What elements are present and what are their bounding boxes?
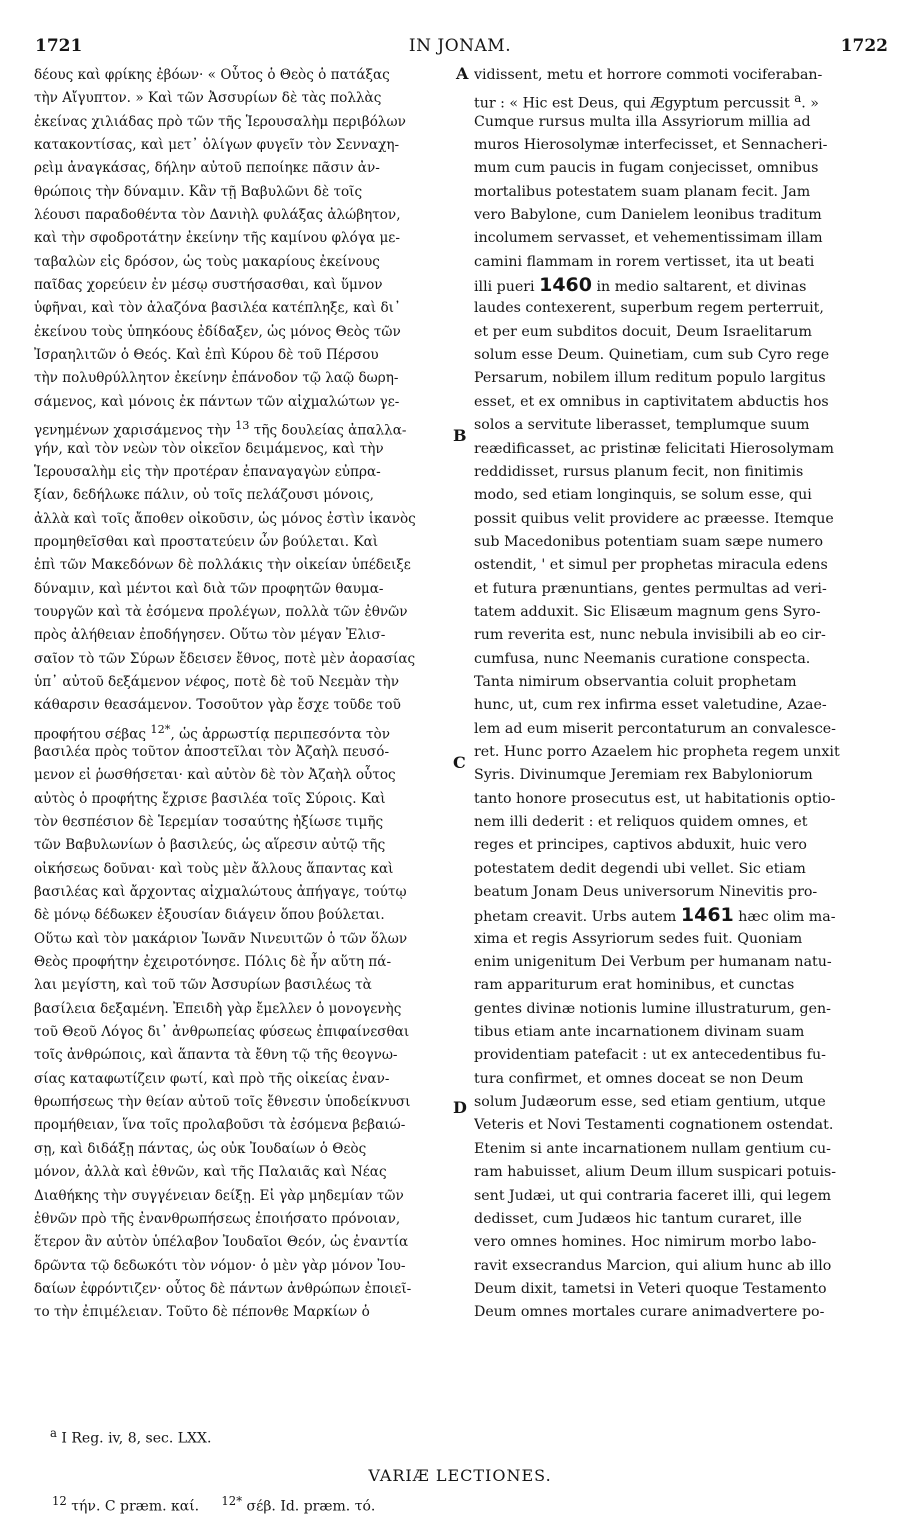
latin-line: lem ad eum miserit percontaturum an convalesce- [474,720,836,737]
greek-line: σῃ, καὶ διδάξῃ πάντας, ὡς οὐκ Ἰουδαίων ὁ Θεὸς [34,1140,367,1157]
greek-line: δρῶντα τῷ δεδωκότι τὸν νόμον· ὁ μὲν γὰρ μόνον Ἰου- [34,1257,406,1274]
greek-line: προφήτου σέβας $^{12*}$, ὡς ἀρρωστίᾳ περιπεσόντα τὸν [34,721,390,741]
latin-line: ram appariturum erat hominibus, et cunctas [474,977,795,994]
latin-line: gentes divinæ notionis lumine illustraturum, gen- [474,1000,831,1017]
greek-line: ταβαλὼν εἰς δρόσον, ὡς τοὺς μακαρίους ἐκείνους [34,253,380,270]
latin-line: tur : « Hic est Deus, qui Ægyptum percussit $^a$. » [474,91,819,111]
margin-marker-a: A [456,64,469,83]
greek-line: βασίλεια δεξαμένη. Ἐπειδὴ γὰρ ἔμελλεν ὁ μονογενὴς [34,1000,402,1017]
greek-line: τὴν πολυθρύλλητον ἐκείνην ἐπάνοδον τῷ λαῷ δωρη- [34,370,399,387]
latin-line: reges et principes, captivos abduxit, huic vero [474,837,807,854]
greek-line: τουργῶν καὶ τὰ ἐσόμενα προλέγων, πολλὰ τῶν ἐθνῶν [34,603,408,620]
latin-line: incolumem servasset, et vehementissimam illam [474,230,823,247]
latin-line: modo, sed etiam longinquis, se solum esse, qui [474,487,812,504]
greek-line: ρεὶμ ἀναγκάσας, δήλην αὐτοῦ πεποίηκε πᾶσιν ἀν- [34,160,380,177]
margin-marker-b: B [453,426,467,445]
right-page-number: 1722 [840,36,888,56]
greek-line: Διαθήκης τὴν συγγένειαν δείξῃ. Εἰ γὰρ μηδεμίαν τῶν [34,1187,404,1204]
greek-line: τὸν θεσπέσιον δὲ Ἱερεμίαν τοσαύτης ἠξίωσε τιμῆς [34,814,384,830]
latin-line: vidissent, metu et horrore commoti vociferaban- [474,67,823,83]
greek-line: ὑπ᾿ αὐτοῦ δεξάμενον νέφος, ποτὲ δὲ τοῦ Νεεμὰν τὴν [34,673,399,690]
greek-line: θρώποις τὴν δύναμιν. Κἂν τῇ Βαβυλῶνι δὲ τοῖς [34,183,363,200]
latin-line: potestatem dedit degendi ubi vellet. Sic etiam [474,860,806,877]
greek-line: παῖδας χορεύειν ἐν μέσῳ συστήσασθαι, καὶ ὕμνον [34,277,383,294]
latin-line: enim unigenitum Dei Verbum per humanam natu- [474,954,832,971]
greek-line: κατακοντίσας, καὶ μετ᾿ ὀλίγων φυγεῖν τὸν Σενναχη- [34,137,400,154]
latin-line: solum esse Deum. Quinetiam, cum sub Cyro rege [474,347,830,364]
greek-line: μόνον, ἀλλὰ καὶ ἐθνῶν, καὶ τῆς Παλαιᾶς καὶ Νέας [34,1164,387,1181]
greek-line: ἀλλὰ καὶ τοῖς ἄποθεν οἰκοῦσιν, ὡς μόνος ἐστὶν ἱκανὸς [34,510,416,527]
greek-line: γήν, καὶ τὸν νεὼν τὸν οἰκεῖον δειμάμενος, καὶ τὴν [34,440,384,457]
latin-line: rum reverita est, nunc nebula invisibili ab eo cir- [474,627,826,644]
latin-line: dedisset, cum Judæos hic tantum curaret, ille [474,1210,802,1227]
latin-line: mum cum paucis in fugam conjecisset, omnibus [474,160,819,177]
greek-line: ἐπὶ τῶν Μακεδόνων δὲ πολλάκις τὴν οἰκείαν ὑπέδειξε [34,557,411,574]
latin-line: cumfusa, nunc Neemanis curatione conspecta. [474,650,811,667]
latin-line: Tanta nimirum observantia coluit prophetam [474,673,797,690]
latin-line: et per eum subditos docuit, Deum Israelitarum [474,323,812,340]
margin-marker-c: C [453,753,466,772]
greek-line: ἐθνῶν πρὸ τῆς ἐνανθρωπήσεως ἐποιήσατο πρόνοιαν, [34,1210,401,1227]
latin-line: ret. Hunc porro Azaelem hic propheta regem unxit [474,743,840,760]
running-title: IN JONAM. [408,36,512,56]
greek-line: δέους καὶ φρίκης ἐβόων· « Οὗτος ὁ Θεὸς ὁ πατάξας [34,67,390,83]
greek-line: κάθαρσιν θεασάμενον. Τοσοῦτον γὰρ ἔσχε τοῦδε τοῦ [34,697,401,714]
greek-line: ὑφῆναι, καὶ τὸν ἀλαζόνα βασιλέα κατέπληξε, καὶ δι᾿ [34,300,401,317]
latin-line: tura confirmet, et omnes doceat se non Deum [474,1070,804,1087]
page-header [0,36,920,60]
greek-line: δύναμιν, καὶ μέντοι καὶ διὰ τῶν προφητῶν θαυμα- [34,580,384,597]
greek-line: γενημένων χαρισάμενος τὴν $^{13}$ τῆς δουλείας ἀπαλλα- [34,418,407,438]
greek-line: προμήθειαν, ἵνα τοῖς προλαβοῦσι τὰ ἐσόμενα βεβαιώ- [34,1117,406,1134]
latin-line: possit quibus velit providere ac præesse. Itemque [474,510,834,527]
latin-line: sent Judæi, ut qui contraria faceret illi, qui legem [474,1187,832,1204]
greek-line: Ἱερουσαλὴμ εἰς τὴν προτέραν ἐπαναγαγὼν εὐπρα- [34,463,381,480]
greek-line: ἐκείνας χιλιάδας πρὸ τῶν τῆς Ἱερουσαλὴμ περιβόλων [34,113,406,130]
greek-line: αὐτὸς ὁ προφήτης ἔχρισε βασιλέα τοῖς Σύροις. Καὶ [34,790,386,807]
greek-line: δαίων ἐφρόντιζεν· οὗτος δὲ πάντων ἀνθρώπων ἐποιεῖ- [34,1280,412,1297]
greek-line: σαῖον τὸ τῶν Σύρων ἔδεισεν ἔθνος, ποτὲ μὲν ἀορασίας [34,650,416,667]
latin-line: hunc, ut, cum rex infirma esset valetudine, Azae- [474,697,827,714]
latin-line: tanto honore prosecutus est, ut habitationis optio- [474,790,836,807]
greek-line: Θεὸς προφήτην ἐχειροτόνησε. Πόλις δὲ ἦν αὕτη πά- [34,954,392,971]
latin-line: tibus etiam ante incarnationem divinam suam [474,1024,805,1041]
variae-lectiones-notes: $^{12}$ τήν. C præm. καί. $^{12*}$ σέβ. Id. præm. τό. [52,1494,376,1515]
latin-line: providentiam patefacit : ut ex antecedentibus fu- [474,1047,826,1064]
latin-line: esset, et ex omnibus in captivitatem abductis hos [474,393,829,410]
greek-line: λαι μεγίστη, καὶ τοῦ τῶν Ἀσσυρίων βασιλέως τὰ [34,977,372,994]
greek-line: καὶ τὴν σφοδροτάτην ἐκείνην τῆς καμίνου φλόγα με- [34,230,400,247]
greek-line: τῶν Βαβυλωνίων ὁ βασιλεύς, ὡς αἵρεσιν αὐτῷ τῆς [34,837,386,854]
latin-line: reædificasset, ac pristinæ felicitati Hierosolymam [474,440,834,457]
greek-line: σίας καταφωτίζειν φωτί, καὶ πρὸ τῆς οἰκείας ἐναν- [34,1070,390,1087]
greek-line: θρωπήσεως τὴν θείαν αὐτοῦ τοῖς ἔθνεσιν ὑποδείκνυσι [34,1094,411,1111]
latin-line: ostendit, ' et simul per prophetas miracula edens [474,557,828,574]
latin-line: Deum omnes mortales curare animadvertere po- [474,1304,825,1321]
greek-line: βασιλέα πρὸς τοῦτον ἀποστεῖλαι τὸν Ἀζαὴλ πευσό- [34,743,390,760]
greek-line: ξίαν, δεδήλωκε πάλιν, οὐ τοῖς πελάζουσι μόνοις, [34,487,374,504]
latin-line: reddidisset, rursus planum fecit, non finitimis [474,463,804,480]
greek-line: σάμενος, καὶ μόνοις ἐκ πάντων τῶν αἰχμαλώτων γε- [34,393,400,410]
latin-text-column [474,64,894,1444]
greek-line: πρὸς ἀλήθειαν ἐποδήγησεν. Οὕτω τὸν μέγαν Ἐλισ- [34,627,386,644]
greek-text-column [34,64,454,1444]
latin-line: camini flammam in rorem vertisset, ita ut beati [474,253,815,270]
latin-line: ram habuisset, alium Deum illum suspicari potuis- [474,1164,837,1181]
greek-line: λέουσι παραδοθέντα τὸν Δανιὴλ φυλάξας ἀλώβητον, [34,207,401,224]
latin-line: vero omnes homines. Hoc nimirum morbo labo- [474,1234,817,1251]
latin-line: vero Babylone, cum Danielem leonibus traditum [474,207,822,224]
latin-line: nem illi dederit : et reliquos quidem omnes, et [474,814,808,830]
latin-line: Veteris et Novi Testamenti cognationem ostendat. [474,1117,834,1134]
latin-line: Syris. Divinumque Jeremiam rex Babyloniorum [474,767,813,784]
latin-line: Cumque rursus multa illa Assyriorum millia ad [474,113,811,130]
latin-line: xima et regis Assyriorum sedes fuit. Quoniam [474,930,803,947]
latin-line: solos a servitute liberasset, templumque suum [474,417,810,434]
latin-line: sub Macedonibus potentiam suam sæpe numero [474,533,824,550]
latin-line: Deum dixit, tametsi in Veteri quoque Testamento [474,1280,827,1297]
latin-line: Persarum, nobilem illum reditum populo largitus [474,370,826,387]
footnote: $^a$ I Reg. iv, 8, sec. LXX. [50,1426,212,1447]
latin-line: et futura prænuntians, gentes permultas ad veri- [474,580,827,597]
greek-line: ἐκείνου τοὺς ὑπηκόους ἐδίδαξεν, ὡς μόνος Θεὸς τῶν [34,323,401,340]
latin-line: beatum Jonam Deus universorum Ninevitis pro- [474,884,818,901]
greek-line: μενον εἰ ῥωσθήσεται· καὶ αὐτὸν δὲ τὸν Ἀζαὴλ οὗτος [34,767,396,784]
greek-line: Οὕτω καὶ τὸν μακάριον Ἰωνᾶν Νινευιτῶν ὁ τῶν ὅλων [34,930,408,947]
variae-lectiones-title: VARIÆ LECTIONES. [368,1466,552,1485]
greek-line: τὴν Αἴγυπτον. » Καὶ τῶν Ἀσσυρίων δὲ τὰς πολλὰς [34,90,382,107]
greek-line: οἰκήσεως δοῦναι· καὶ τοὺς μὲν ἄλλους ἅπαντας καὶ [34,860,394,877]
greek-line: το τὴν ἐπιμέλειαν. Τοῦτο δὲ πέπονθε Μαρκίων ὁ [34,1304,370,1321]
latin-line: laudes contexerent, superbum regem perterruit, [474,300,824,317]
greek-line: δὲ μόνῳ δέδωκεν ἐξουσίαν διάγειν ὅπου βούλεται. [34,907,385,924]
latin-line: phetam creavit. Urbs autem 1461 hæc olim ma- [474,904,836,927]
latin-line: Etenim si ante incarnationem nullam gentium cu- [474,1140,831,1157]
greek-line: προμηθεῖσθαι καὶ προστατεύειν ὧν βούλεται. Καὶ [34,533,379,550]
greek-line: τοῖς ἀνθρώποις, καὶ ἅπαντα τὰ ἔθνη τῷ τῆς θεογνω- [34,1047,398,1064]
greek-line: Ἰσραηλιτῶν ὁ Θεός. Καὶ ἐπὶ Κύρου δὲ τοῦ Πέρσου [34,347,379,364]
latin-line: muros Hierosolymæ interfecisset, et Sennacheri- [474,137,828,154]
latin-line: mortalibus potestatem suam planam fecit. Jam [474,183,811,200]
greek-line: τοῦ Θεοῦ Λόγος δι᾿ ἀνθρωπείας φύσεως ἐπιφαίνεσθαι [34,1024,410,1041]
greek-line: ἕτερον ἂν αὐτὸν ὑπέλαβον Ἰουδαῖοι Θεόν, ὡς ἐναντία [34,1234,409,1251]
latin-line: solum Judæorum esse, sed etiam gentium, utque [474,1094,826,1111]
greek-line: βασιλέας καὶ ἄρχοντας αἰχμαλώτους ἀπήγαγε, τούτῳ [34,884,407,901]
left-page-number: 1721 [35,36,83,56]
margin-marker-d: D [453,1098,467,1117]
latin-line: illi pueri 1460 in medio saltarent, et divinas [474,274,807,297]
latin-line: ravit exsecrandus Marcion, qui alium hunc ab illo [474,1257,832,1274]
latin-line: tatem adduxit. Sic Elisæum magnum gens Syro- [474,603,821,620]
